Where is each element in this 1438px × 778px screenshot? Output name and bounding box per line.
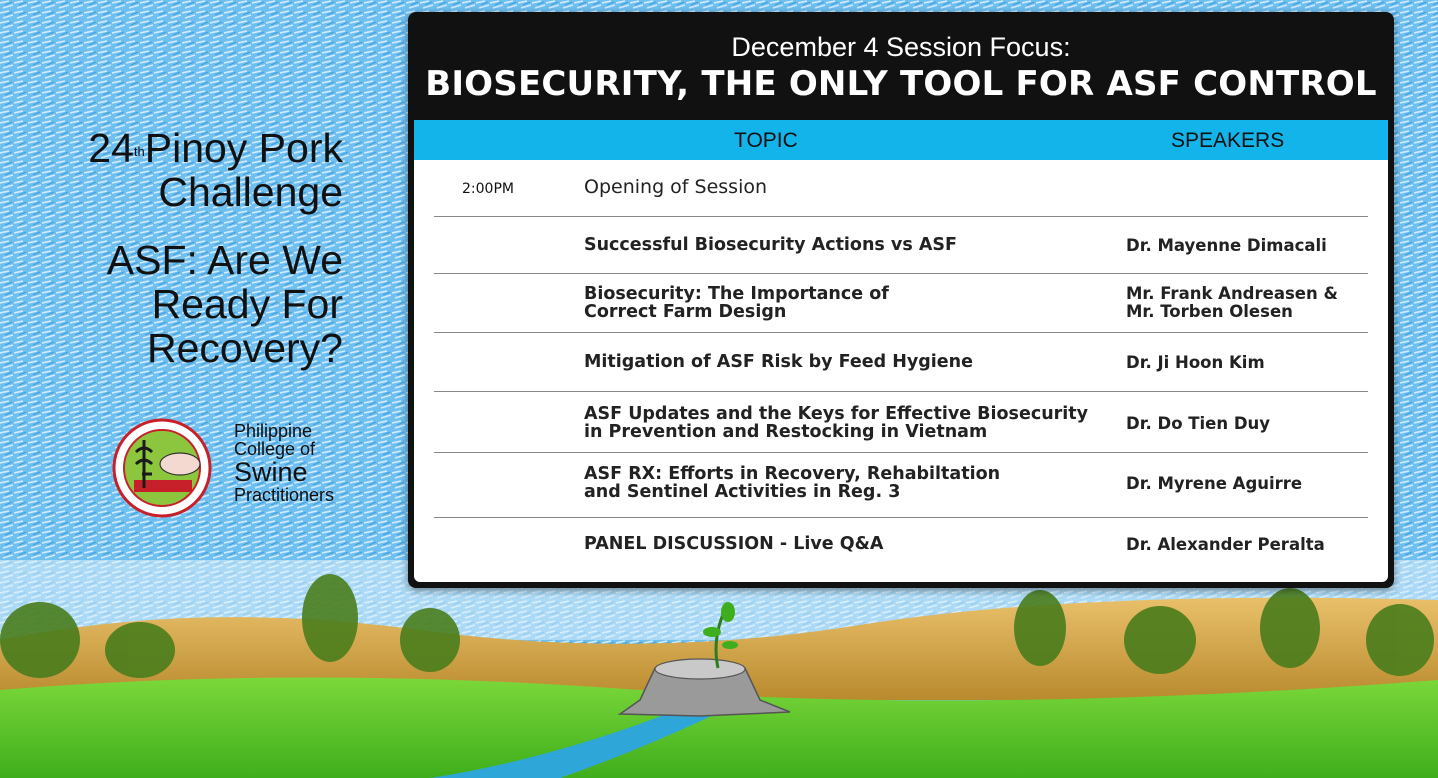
header-topic: TOPIC: [734, 129, 798, 152]
pcsp-logo-icon: [112, 418, 216, 518]
table-row: [434, 333, 1368, 392]
event-number: 24: [88, 125, 134, 171]
theme-line2: Ready For: [151, 281, 343, 327]
table-row: [434, 392, 1368, 453]
row-topic: Opening of Session: [584, 176, 768, 198]
table-row: [434, 217, 1368, 274]
table-row: [434, 453, 1368, 518]
org-name-line4: Practitioners: [234, 485, 335, 505]
row-topic-line1: ASF Updates and the Keys for Effective Biosecurity: [584, 404, 1089, 424]
table-header: [414, 120, 1388, 160]
event-theme: [20, 238, 343, 370]
theme-line3: Recovery?: [147, 325, 343, 371]
org-name-line1: Philippine: [234, 421, 313, 441]
table-row: [434, 274, 1368, 333]
row-speaker-line2: Mr. Torben Olesen: [1126, 302, 1293, 321]
row-topic-line2: Correct Farm Design: [584, 302, 787, 322]
row-topic-line1: Biosecurity: The Importance of: [584, 284, 889, 304]
event-info: [20, 126, 343, 370]
event-name-line1: Pinoy Pork: [144, 125, 343, 171]
event-title: [20, 126, 343, 214]
row-speaker: Dr. Do Tien Duy: [1126, 414, 1271, 433]
row-speaker: Dr. Alexander Peralta: [1126, 535, 1325, 554]
row-speaker: [1126, 285, 1338, 321]
row-topic-line2: and Sentinel Activities in Reg. 3: [584, 482, 901, 502]
schedule-table: [414, 120, 1388, 582]
theme-line1: ASF: Are We: [106, 237, 343, 283]
row-topic: PANEL DISCUSSION - Live Q&A: [584, 534, 884, 554]
row-topic: [584, 465, 1000, 501]
row-time: 2:00PM: [462, 181, 514, 197]
session-header: [408, 12, 1394, 104]
row-topic: Successful Biosecurity Actions vs ASF: [584, 235, 957, 255]
row-speaker: Dr. Ji Hoon Kim: [1126, 353, 1265, 372]
session-subtitle: December 4 Session Focus:: [731, 32, 1071, 62]
org-name-line3: Swine: [234, 457, 308, 487]
session-title: BIOSECURITY, THE ONLY TOOL FOR ASF CONTROL: [425, 64, 1377, 104]
event-name-line2: Challenge: [158, 169, 343, 215]
organization-name: [234, 422, 334, 504]
row-speaker: Dr. Myrene Aguirre: [1126, 474, 1303, 493]
organization-block: [112, 418, 342, 518]
table-row: [434, 518, 1368, 574]
event-number-suffix: th: [133, 144, 145, 159]
session-card: [408, 12, 1394, 588]
row-topic-line2: in Prevention and Restocking in Vietnam: [584, 422, 988, 442]
table-row: [434, 160, 1368, 217]
row-speaker-line1: Mr. Frank Andreasen &: [1126, 284, 1338, 303]
org-name-line2: College of: [234, 439, 316, 459]
row-speaker: Dr. Mayenne Dimacali: [1126, 236, 1327, 255]
row-topic: [584, 405, 1088, 441]
row-topic: Mitigation of ASF Risk by Feed Hygiene: [584, 352, 973, 372]
header-speakers: SPEAKERS: [1171, 129, 1285, 152]
row-topic: [584, 285, 889, 321]
row-topic-line1: ASF RX: Efforts in Recovery, Rehabiltation: [584, 464, 1001, 484]
